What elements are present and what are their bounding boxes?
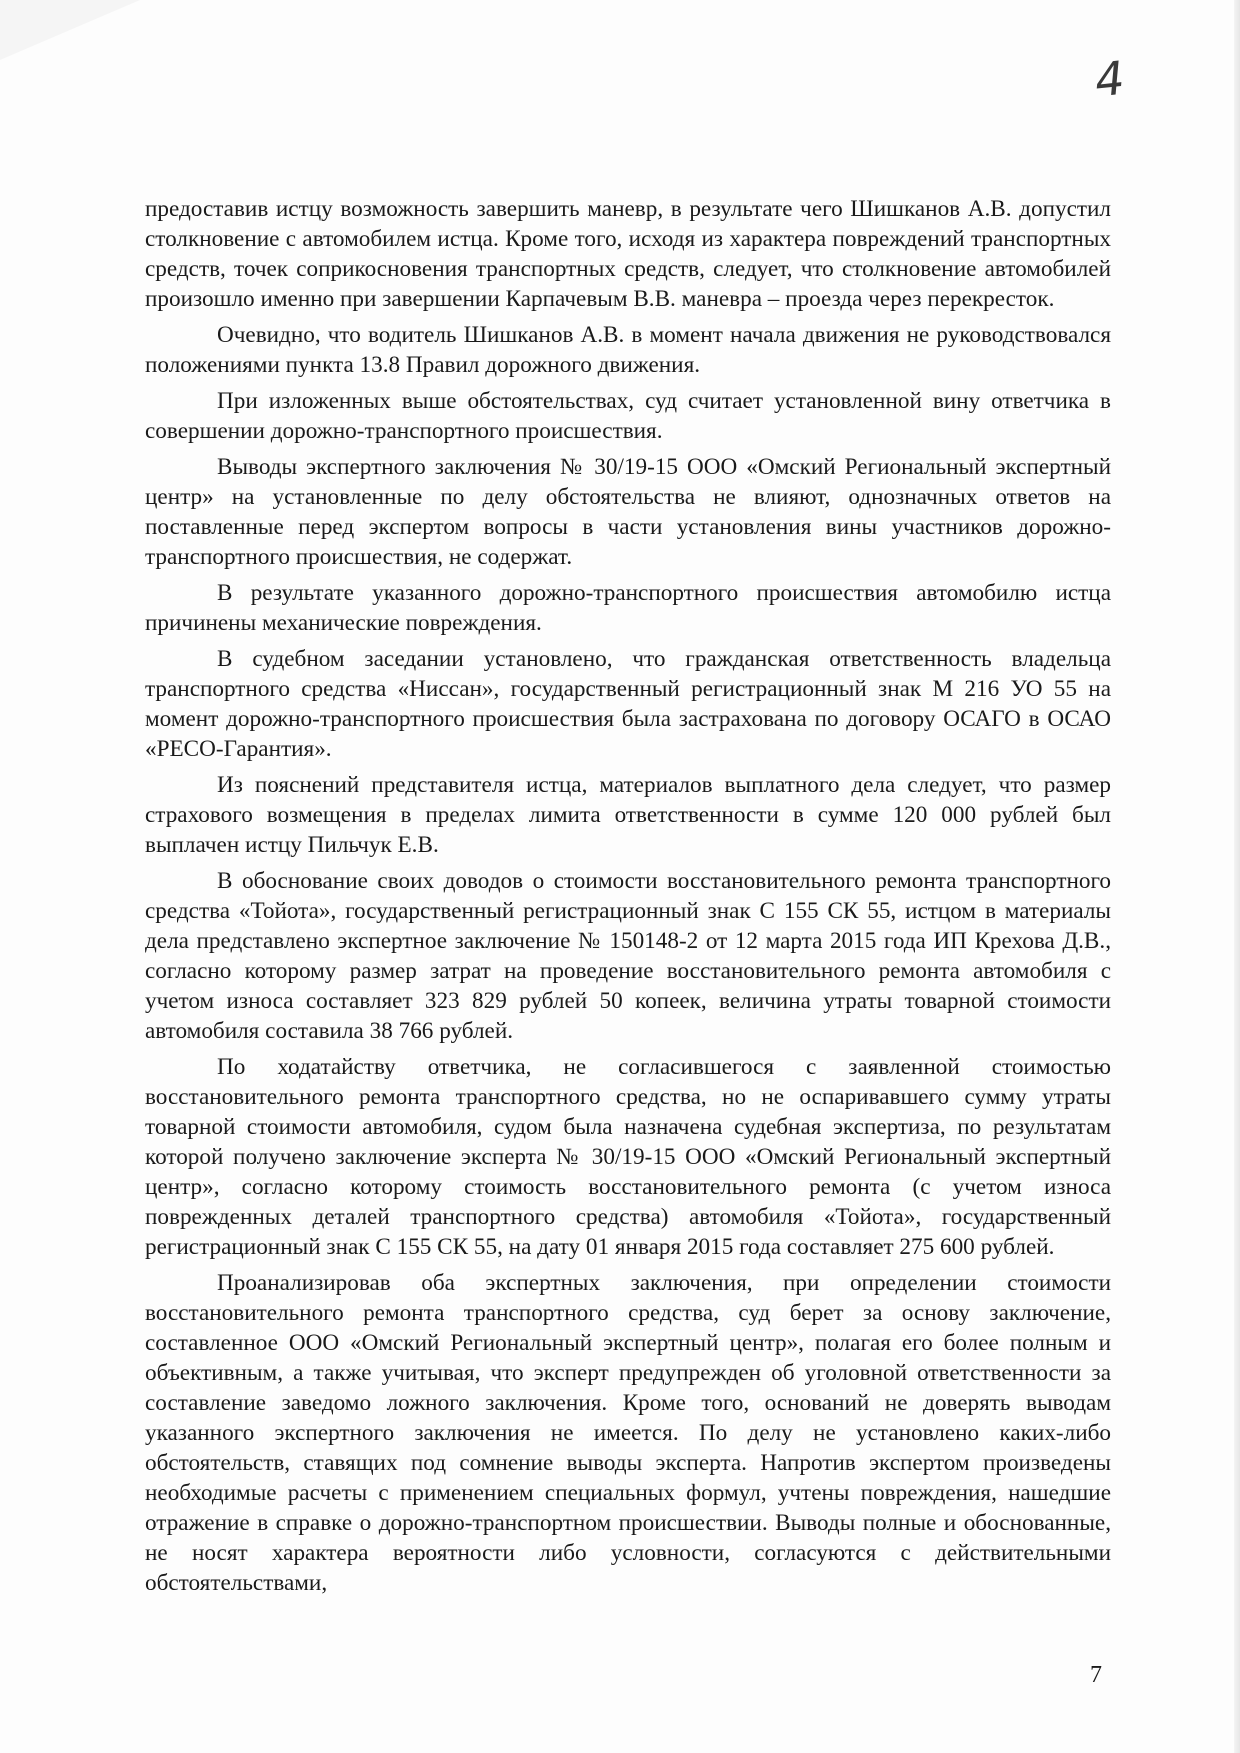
page-number: 7 — [1090, 1662, 1102, 1688]
handwritten-page-mark: 4 — [1092, 50, 1128, 108]
paragraph-1: предоставив истцу возможность завершить маневр, в результате чего Шишканов А.В. допустил столкновение с автомобилем истца. Кроме того, исходя из характера повреждений транспортных средств, точек соприкосновения транспортных средств, следует, что столкновение автомобилей произошло именно при завершении Карпачевым В.В. маневра – проезда через перекресток. — [145, 196, 1111, 312]
paragraph-2: Очевидно, что водитель Шишканов А.В. в момент начала движения не руководствовался положениями пункта 13.8 Правил дорожного движения. — [145, 322, 1111, 378]
paragraph-6: В судебном заседании установлено, что гражданская ответственность владельца транспортного средства «Ниссан», государственный регистрационный знак М 216 УО 55 на момент дорожно-транспортного происшествия была застрахована по договору ОСАГО в ОСАО «РЕСО-Гарантия». — [145, 646, 1111, 762]
paragraph-8: В обоснование своих доводов о стоимости восстановительного ремонта транспортного средства «Тойота», государственный регистрационный знак С 155 СК 55, истцом в материалы дела представлено экспертное заключение № 150148-2 от 12 марта 2015 года ИП Крехова Д.В., согласно которому размер затрат на проведение восстановительного ремонта автомобиля с учетом износа составляет 323 829 рублей 50 копеек, величина утраты товарной стоимости автомобиля составила 38 766 рублей. — [145, 868, 1111, 1044]
paragraph-4: Выводы экспертного заключения № 30/19-15 ООО «Омский Региональный экспертный центр» на установленные по делу обстоятельства не влияют, однозначных ответов на поставленные перед экспертом вопросы в части установления вины участников дорожно-транспортного происшествия, не содержат. — [145, 454, 1111, 570]
paragraph-5: В результате указанного дорожно-транспортного происшествия автомобилю истца причинены механические повреждения. — [145, 580, 1111, 636]
scan-edge-shadow — [1234, 0, 1240, 1753]
paragraph-3: При изложенных выше обстоятельствах, суд считает установленной вину ответчика в совершении дорожно-транспортного происшествия. — [145, 388, 1111, 444]
paragraph-7: Из пояснений представителя истца, материалов выплатного дела следует, что размер страхового возмещения в пределах лимита ответственности в сумме 120 000 рублей был выплачен истцу Пильчук Е.В. — [145, 772, 1111, 858]
paragraph-10: Проанализировав оба экспертных заключения, при определении стоимости восстановительного ремонта транспортного средства, суд берет за основу заключение, составленное ООО «Омский Региональный экспертный центр», полагая его более полным и объективным, а также учитывая, что эксперт предупрежден об уголовной ответственности за составление заведомо ложного заключения. Кроме того, оснований не доверять выводам указанного экспертного заключения не имеется. По делу не установлено каких-либо обстоятельств, ставящих под сомнение выводы эксперта. Напротив экспертом произведены необходимые расчеты с применением специальных формул, учтены повреждения, нашедшие отражение в справке о дорожно-транспортном происшествии. Выводы полные и обоснованные, не носят характера вероятности либо условности, согласуются с действительными обстоятельствами, — [145, 1270, 1111, 1596]
scan-corner-shadow — [0, 0, 140, 60]
body-text — [145, 194, 1111, 1604]
paragraph-9: По ходатайству ответчика, не согласившегося с заявленной стоимостью восстановительного ремонта транспортного средства, но не оспаривавшего сумму утраты товарной стоимости автомобиля, судом была назначена судебная экспертиза, по результатам которой получено заключение эксперта № 30/19-15 ООО «Омский Региональный экспертный центр», согласно которому стоимость восстановительного ремонта (с учетом износа поврежденных деталей транспортного средства) автомобиля «Тойота», государственный регистрационный знак С 155 СК 55, на дату 01 января 2015 года составляет 275 600 рублей. — [145, 1054, 1111, 1260]
